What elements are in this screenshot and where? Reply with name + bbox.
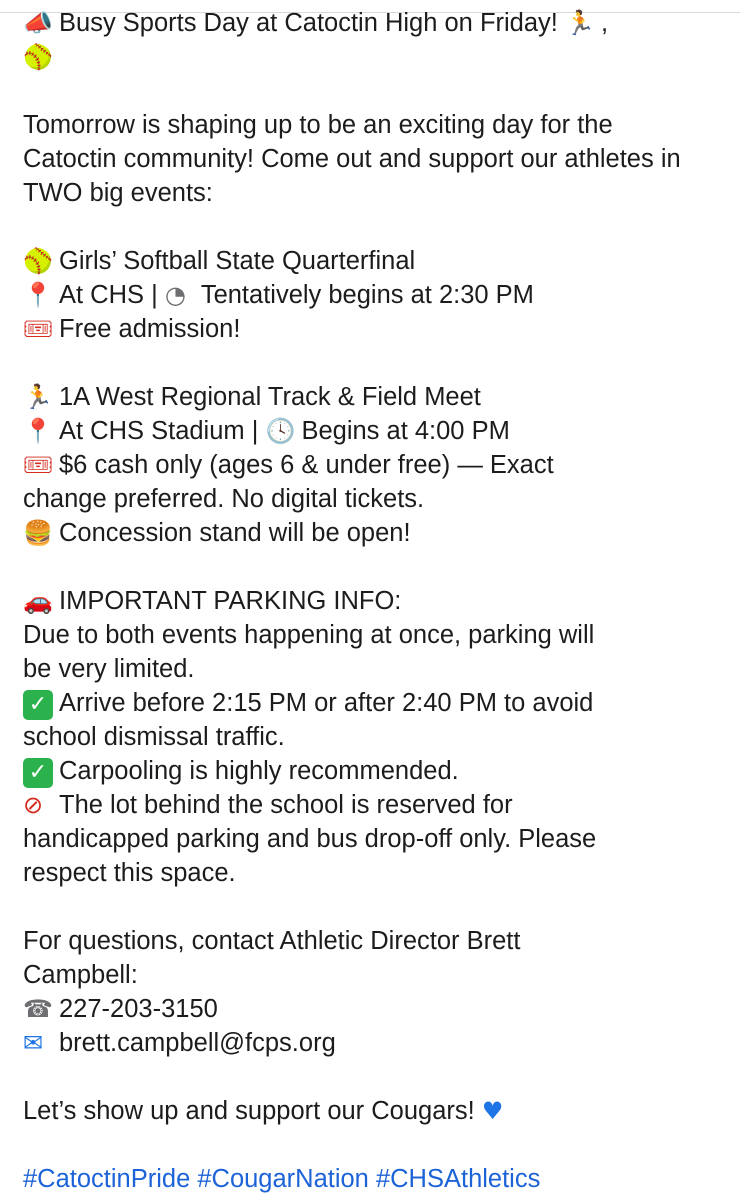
lot-line: [23, 788, 703, 822]
lot-text: The lot behind the school is reserved for: [59, 791, 513, 819]
intro-text: Tomorrow is shaping up to be an exciting day for the Catoctin community! Come out and support our athletes in TWO big events:: [23, 111, 688, 207]
track-location: At CHS Stadium |: [59, 417, 266, 445]
softball-time: Tentatively begins at 2:30 PM: [200, 281, 534, 309]
concession-line: [23, 516, 703, 550]
contact-line-2: Campbell:: [23, 961, 138, 989]
post-content: [23, 6, 703, 1196]
track-admission-1: $6 cash only (ages 6 & under free) — Exact: [59, 451, 554, 479]
track-title-line: [23, 380, 703, 414]
prohibited-icon: ⊘: [23, 791, 44, 819]
ticket-icon: 🎟: [23, 315, 54, 343]
runner-icon: 🏃: [23, 383, 53, 411]
pin-icon: 📍: [23, 281, 53, 309]
track-admission-line: [23, 448, 703, 482]
megaphone-icon: 📣: [23, 9, 53, 37]
track-title: 1A West Regional Track & Field Meet: [59, 383, 481, 411]
closing-line: [23, 1094, 703, 1128]
softball-icon: 🥎: [23, 247, 53, 275]
hashtags[interactable]: #CatoctinPride #CougarNation #CHSAthletics: [23, 1165, 541, 1193]
arrive-text: Arrive before 2:15 PM or after 2:40 PM to avoid: [59, 689, 594, 717]
heart-icon: ♥: [481, 1097, 504, 1125]
lot-line-3: respect this space.: [23, 859, 236, 887]
check-icon: ✓: [23, 690, 53, 720]
softball-admission: Free admission!: [59, 315, 241, 343]
spacer: [23, 74, 703, 108]
clock-icon: 🕓: [265, 417, 296, 445]
parking-heading: IMPORTANT PARKING INFO:: [59, 587, 402, 615]
phone-icon: ☎: [23, 995, 53, 1023]
email-line: [23, 1026, 703, 1060]
spacer: [23, 890, 703, 924]
track-admission-line-2: change preferred. No digital tickets.: [23, 485, 425, 513]
clock-dial-icon: ◔: [164, 281, 186, 309]
title-line: 📣 Busy Sports Day at Catoctin High on Friday! 🏃 ,: [23, 6, 703, 40]
contact-line-1: For questions, contact Athletic Director Brett: [23, 927, 521, 955]
arrive-line: [23, 686, 703, 720]
email-icon: ✉: [23, 1029, 44, 1057]
ticket-icon: 🎟: [23, 451, 54, 479]
car-icon: 🚗: [23, 587, 53, 615]
softball-title-line: [23, 244, 703, 278]
softball-admission-line: [23, 312, 703, 346]
carpool-line: [23, 754, 703, 788]
check-icon: ✓: [23, 758, 53, 788]
parking-line-1: Due to both events happening at once, parking will: [23, 621, 595, 649]
phone-link[interactable]: 227-203-3150: [59, 995, 218, 1023]
track-time: Begins at 4:00 PM: [301, 417, 510, 445]
lot-line-2: handicapped parking and bus drop-off only. Please: [23, 825, 597, 853]
closing-text: Let’s show up and support our Cougars!: [23, 1097, 475, 1125]
softball-icon: 🥎: [23, 43, 53, 71]
phone-line: [23, 992, 703, 1026]
arrive-line-2: school dismissal traffic.: [23, 723, 285, 751]
softball-location-line: [23, 278, 703, 312]
title-line-2: [23, 40, 703, 74]
track-location-line: [23, 414, 703, 448]
softball-title: Girls’ Softball State Quarterfinal: [59, 247, 416, 275]
spacer: [23, 550, 703, 584]
runner-icon: 🏃: [564, 9, 595, 37]
post-title: Busy Sports Day at Catoctin High on Friday!: [59, 9, 558, 37]
burger-icon: 🍔: [23, 519, 53, 547]
spacer: [23, 210, 703, 244]
spacer: [23, 1128, 703, 1162]
spacer: [23, 1060, 703, 1094]
softball-location: At CHS |: [59, 281, 165, 309]
spacer: [23, 346, 703, 380]
parking-line-2: be very limited.: [23, 655, 195, 683]
carpool-text: Carpooling is highly recommended.: [59, 757, 459, 785]
concession-text: Concession stand will be open!: [59, 519, 411, 547]
pin-icon: 📍: [23, 417, 53, 445]
email-link[interactable]: brett.campbell@fcps.org: [59, 1029, 336, 1057]
parking-heading-line: [23, 584, 703, 618]
